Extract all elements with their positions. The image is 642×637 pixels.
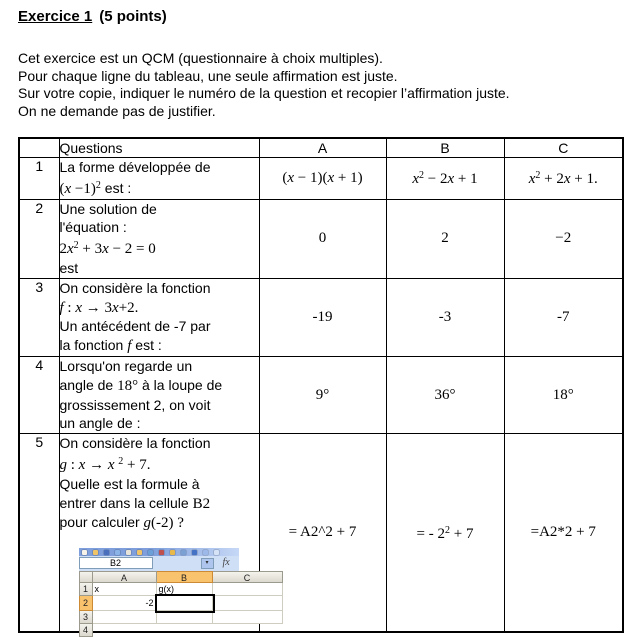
text-line: 2 [441, 230, 449, 247]
text-line: angle de 18° à la loupe de [59, 376, 223, 394]
text-line: entrer dans la cellule B2 [59, 494, 211, 512]
text-line: (x − 1)(x + 1) [282, 169, 363, 186]
question-number-4: 4 [19, 356, 59, 433]
table-row-5 [19, 434, 623, 633]
toolbar-icon [82, 550, 87, 555]
text-line: f : x → 3x+2. [59, 299, 139, 316]
toolbar-icon [126, 550, 131, 555]
text-line: =A2*2 + 7 [530, 524, 596, 541]
question-number-5: 5 [19, 434, 59, 633]
intro-line-2: Pour chaque ligne du tableau, une seule affirmation est juste. [18, 67, 398, 84]
toolbar-icon [93, 550, 98, 555]
text-line: = - $2^2 + 7$ [416, 524, 474, 542]
text-line: l'équation : [59, 219, 127, 236]
text-line: Quelle est la formule à [59, 475, 200, 492]
header-cell-number [19, 138, 59, 158]
spreadsheet-image [79, 548, 255, 636]
answer-cell-4a [259, 356, 386, 433]
intro-line-4: On ne demande pas de justifier. [18, 102, 216, 119]
row-header-2: 2 [79, 596, 93, 611]
toolbar-icon [137, 550, 142, 555]
text-line: On considère la fonction [59, 279, 211, 296]
text-line: Lorsqu'on regarde un [59, 357, 193, 374]
toolbar-icon [104, 550, 109, 555]
answer-cell-1c [504, 158, 623, 200]
question-text-5 [59, 434, 259, 636]
toolbar-icon [115, 550, 120, 555]
cell-c2 [213, 596, 283, 611]
answer-cell-3c [504, 278, 623, 356]
cell-c1 [213, 583, 283, 596]
grid-corner [79, 571, 93, 583]
cell-a3 [93, 611, 157, 624]
page-title [18, 8, 167, 25]
answer-cell-1a [259, 158, 386, 200]
text-line: un angle de : [59, 415, 141, 432]
answer-cell-1b [386, 158, 504, 200]
text-line: La forme développée de [59, 159, 211, 175]
text-line: 9° [315, 386, 330, 403]
column-header-b: B [157, 571, 213, 583]
toolbar-icon [159, 550, 164, 555]
toolbar-icon [192, 550, 197, 555]
text-line: -7 [557, 308, 570, 325]
chevron-down-icon: ▾ [201, 558, 214, 569]
row-header-3: 3 [79, 611, 93, 624]
toolbar-icon [170, 550, 175, 555]
exercise-title: Exercice 1 [18, 8, 93, 25]
fx-icon: fx [222, 557, 230, 569]
text-line: $x^2 - 2x + 1$ [412, 170, 478, 188]
table-row-2 [19, 199, 623, 278]
toolbar-icon [203, 550, 208, 555]
question-text-4 [59, 356, 259, 433]
answer-cell-4b [386, 356, 504, 433]
column-header-c: C [213, 571, 283, 583]
answer-cell-3b [386, 278, 504, 356]
text-line: -3 [438, 308, 452, 325]
toolbar-icon [214, 550, 219, 555]
text-line: -19 [312, 308, 333, 325]
table-row-4 [19, 356, 623, 433]
text-line: 0 [318, 230, 327, 247]
question-lines [60, 279, 259, 356]
question-lines [60, 200, 259, 278]
header-cell-a: A [259, 138, 386, 158]
question-lines [60, 158, 259, 199]
row-header-1: 1 [79, 583, 93, 596]
cell-a1: x [93, 583, 157, 596]
intro-paragraph [18, 50, 510, 120]
name-box: B2 [79, 557, 153, 569]
selected-cell-border [155, 594, 215, 613]
text-line: pour calculer g(-2) ? [59, 514, 184, 532]
toolbar-icon [148, 550, 153, 555]
toolbar-icon [181, 550, 186, 555]
text-line: est [59, 259, 79, 276]
question-number-1: 1 [19, 158, 59, 200]
text-line: Une solution de [59, 200, 157, 217]
question-text-2 [59, 199, 259, 278]
question-lines [60, 357, 259, 433]
spreadsheet-grid [79, 571, 255, 636]
text-line: 18° [552, 386, 574, 403]
question-text-1 [59, 158, 259, 200]
answer-cell-5c [504, 434, 623, 633]
qcm-table [18, 137, 624, 636]
question-text-3 [59, 278, 259, 356]
row-header-4: 4 [79, 624, 93, 637]
header-cell-questions: Questions [59, 138, 259, 158]
header-cell-c: C [504, 138, 623, 158]
text-line: Un antécédent de -7 par [59, 318, 211, 335]
spreadsheet-formula-bar [79, 556, 239, 571]
intro-line-3: Sur votre copie, indiquer le numéro de la question et recopier l’affirmation juste. [18, 85, 510, 101]
answer-cell-3a [259, 278, 386, 356]
answer-cell-5b [386, 434, 504, 633]
answer-cell-2c [504, 199, 623, 278]
text-line: $x^2 + 2x + 1$. [528, 170, 598, 188]
text-line: grossissement 2, on voit [59, 396, 211, 413]
text-line: 36° [434, 386, 456, 403]
spreadsheet-toolbar [79, 548, 239, 556]
cell-a2: -2 [93, 596, 157, 611]
table-row-1 [19, 158, 623, 200]
question-lines [60, 434, 259, 533]
header-cell-b: B [386, 138, 504, 158]
cell-b1: g(x) [157, 583, 213, 596]
exercise-points: (5 points) [99, 8, 167, 25]
column-header-a: A [93, 571, 157, 583]
table-row-3 [19, 278, 623, 356]
text-line: = A2^2 + 7 [288, 524, 357, 541]
answer-cell-2a [259, 199, 386, 278]
cell-c3 [213, 611, 283, 624]
text-line: $2x^2 + 3x - 2 = 0$ [59, 240, 156, 258]
text-line: −2 [555, 230, 572, 247]
text-line: $(x -1)^2$ est : [59, 179, 132, 197]
question-number-2: 2 [19, 199, 59, 278]
table-header-row [19, 138, 623, 158]
text-line: la fonction f est : [59, 337, 162, 355]
answer-cell-2b [386, 199, 504, 278]
text-line: g : x → x $^2$ + 7. [59, 455, 151, 473]
intro-line-1: Cet exercice est un QCM (questionnaire à choix multiples). [18, 50, 383, 66]
text-line: On considère la fonction [59, 435, 211, 452]
question-number-3: 3 [19, 278, 59, 356]
answer-cell-4c [504, 356, 623, 433]
